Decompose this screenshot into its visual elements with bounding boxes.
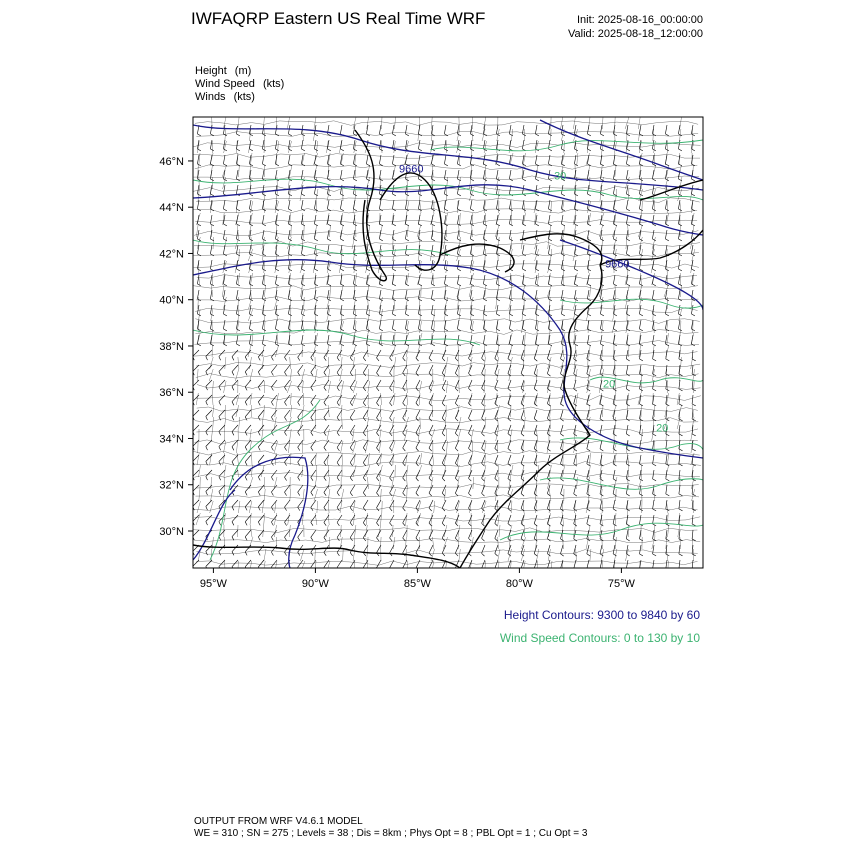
lat-tick-label: 36°N — [159, 387, 184, 400]
field-winds: Winds (kts) — [195, 91, 255, 103]
latitude-ticks — [159, 156, 193, 538]
lat-tick-label: 42°N — [159, 248, 184, 261]
contour-label: 20 — [656, 422, 669, 435]
lon-tick-label: 95°W — [199, 578, 227, 590]
lat-tick-label: 46°N — [159, 155, 184, 168]
model-config: WE = 310 ; SN = 275 ; Levels = 38 ; Dis = 8km ; Phys Opt = 8 ; PBL Opt = 1 ; Cu Opt = 3 — [194, 828, 588, 839]
lon-tick-label: 90°W — [301, 578, 329, 590]
contour-label: 30 — [554, 170, 567, 183]
lon-tick-label: 80°W — [505, 578, 533, 590]
lon-tick-label: 85°W — [403, 578, 431, 590]
contour-label: 9660 — [605, 258, 630, 271]
field-wind-speed: Wind Speed (kts) — [195, 78, 285, 90]
lat-tick-label: 40°N — [159, 294, 184, 307]
lat-tick-label: 34°N — [159, 433, 184, 446]
model-version: OUTPUT FROM WRF V4.6.1 MODEL — [194, 816, 363, 827]
map-title: IWFAQRP Eastern US Real Time WRF — [191, 9, 486, 28]
lat-tick-label: 44°N — [159, 202, 184, 215]
wind-speed-contours — [193, 140, 703, 560]
wind-contour-legend: Wind Speed Contours: 0 to 130 by 10 — [499, 631, 700, 645]
contour-label: 9660 — [399, 163, 424, 176]
lat-tick-label: 32°N — [159, 479, 184, 492]
lat-tick-label: 38°N — [159, 340, 184, 353]
longitude-ticks — [200, 568, 636, 590]
lat-tick-label: 30°N — [159, 525, 184, 538]
height-contour-legend: Height Contours: 9300 to 9840 by 60 — [503, 608, 700, 622]
map-body — [193, 117, 703, 573]
valid-time: Valid: 2025-08-18_12:00:00 — [568, 28, 703, 40]
init-time: Init: 2025-08-16_00:00:00 — [577, 14, 703, 26]
field-height: Height (m) — [195, 65, 252, 77]
model-info — [194, 816, 587, 840]
contour-label: 20 — [603, 378, 616, 391]
lon-tick-label: 75°W — [607, 578, 635, 590]
